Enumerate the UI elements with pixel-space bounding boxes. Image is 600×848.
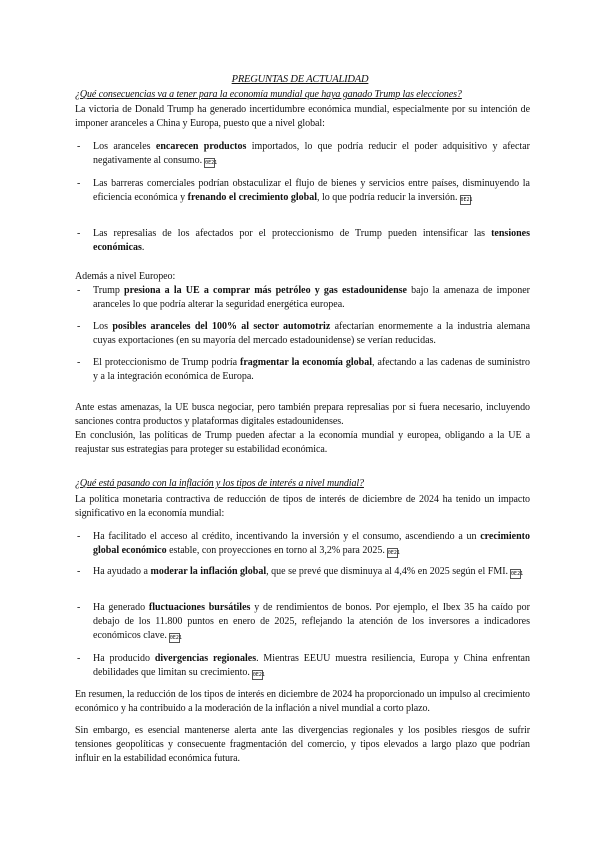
intro-2: La política monetaria contractiva de reducción de tipos de interés de diciembre de 2024 ha tenido un impacto significativo en la economía mundial:: [75, 494, 530, 520]
missing-glyph-icon: 0E21: [252, 672, 265, 679]
missing-glyph-icon: 0E21: [460, 197, 473, 204]
list-item: - Las represalias de los afectados por el proteccionismo de Trump pueden intensificar las tensiones económicas.: [77, 228, 530, 254]
list-item: - Los posibles aranceles del 100% al sector automotriz afectarían enormemente a la industria alemana cuyas exportaciones (en su mayoría del mercado estadounidense) se verían reducidas.: [77, 321, 531, 347]
list-item: - Ha producido divergencias regionales. Mientras EEUU muestra resiliencia, Europa y China enfrentan debilidades que limitan su crecimiento. 0E21: [77, 653, 530, 679]
paragraph: En conclusión, las políticas de Trump pueden afectar a la economía mundial y europea, obligando a la UE a reajustar sus estrategias para proteger su estabilidad económica.: [75, 430, 530, 456]
missing-glyph-icon: 0E21: [387, 550, 400, 557]
list-item: - Ha ayudado a moderar la inflación global, que se prevé que disminuya al 4,4% en 2025 según el FMI. 0E21: [77, 566, 524, 577]
paragraph: Sin embargo, es esencial mantenerse alerta ante las divergencias regionales y los posibles riesgos de sufrir tensiones geopolíticas y consecuente fragmentación del comercio, y tipos elevados a largo plazo que podrían influir en la estabilidad económica futura.: [75, 725, 530, 765]
paragraph: En resumen, la reducción de los tipos de interés en diciembre de 2024 ha proporcionado un impulso al crecimiento económico y ha contribuido a la moderación de la inflación a nivel mundial a corto plazo.: [75, 689, 530, 715]
missing-glyph-icon: 0E21: [205, 160, 218, 167]
europe-intro: Además a nivel Europeo:: [75, 271, 176, 282]
list-item: - Ha generado fluctuaciones bursátiles y de rendimientos de bonos. Por ejemplo, el Ibex 35 ha caído por debajo de los 11.800 puntos en enero de 2025, reflejando la atención de los inversores a indicadores económicos clave. 0E21: [77, 602, 530, 642]
intro-1: La victoria de Donald Trump ha generado incertidumbre económica mundial, especialmente por su intención de imponer aranceles a China y Europa, puesto que a nivel global:: [75, 104, 530, 130]
list-item: - El proteccionismo de Trump podría fragmentar la economía global, afectando a las cadenas de suministro y a la integración económica de Europa.: [77, 357, 530, 383]
question-1: ¿Qué consecuencias va a tener para la economía mundial que haya ganado Trump las elecciones?: [75, 89, 462, 100]
list-item: - Ha facilitado el acceso al crédito, incentivando la inversión y el consumo, ascendiendo a un crecimiento global económico estable, con proyecciones en torno al 3,2% para 2025. 0E21: [77, 531, 530, 557]
list-item: - Las barreras comerciales podrían obstaculizar el flujo de bienes y servicios entre países, disminuyendo la eficiencia económica y frenando el crecimiento global, lo que podría reducir la inversión. 0E21: [77, 178, 530, 204]
missing-glyph-icon: 0E21: [511, 571, 524, 577]
missing-glyph-icon: 0E21: [169, 635, 182, 642]
list-item: - Los aranceles encarecen productos importados, lo que podría reducir el poder adquisitivo y afectar negativamente al consumo. 0E21: [77, 141, 530, 167]
question-2: ¿Qué está pasando con la inflación y los tipos de interés a nivel mundial?: [75, 478, 364, 489]
list-item: - Trump presiona a la UE a comprar más petróleo y gas estadounidense bajo la amenaza de imponer aranceles lo que podría alterar la seguridad energética europea.: [77, 285, 530, 311]
paragraph: Ante estas amenazas, la UE busca negociar, pero también prepara represalias por si fuera necesario, incluyendo sanciones contra productos y plataformas digitales estadounidenses.: [75, 402, 530, 428]
page-title: PREGUNTAS DE ACTUALIDAD: [231, 74, 369, 85]
